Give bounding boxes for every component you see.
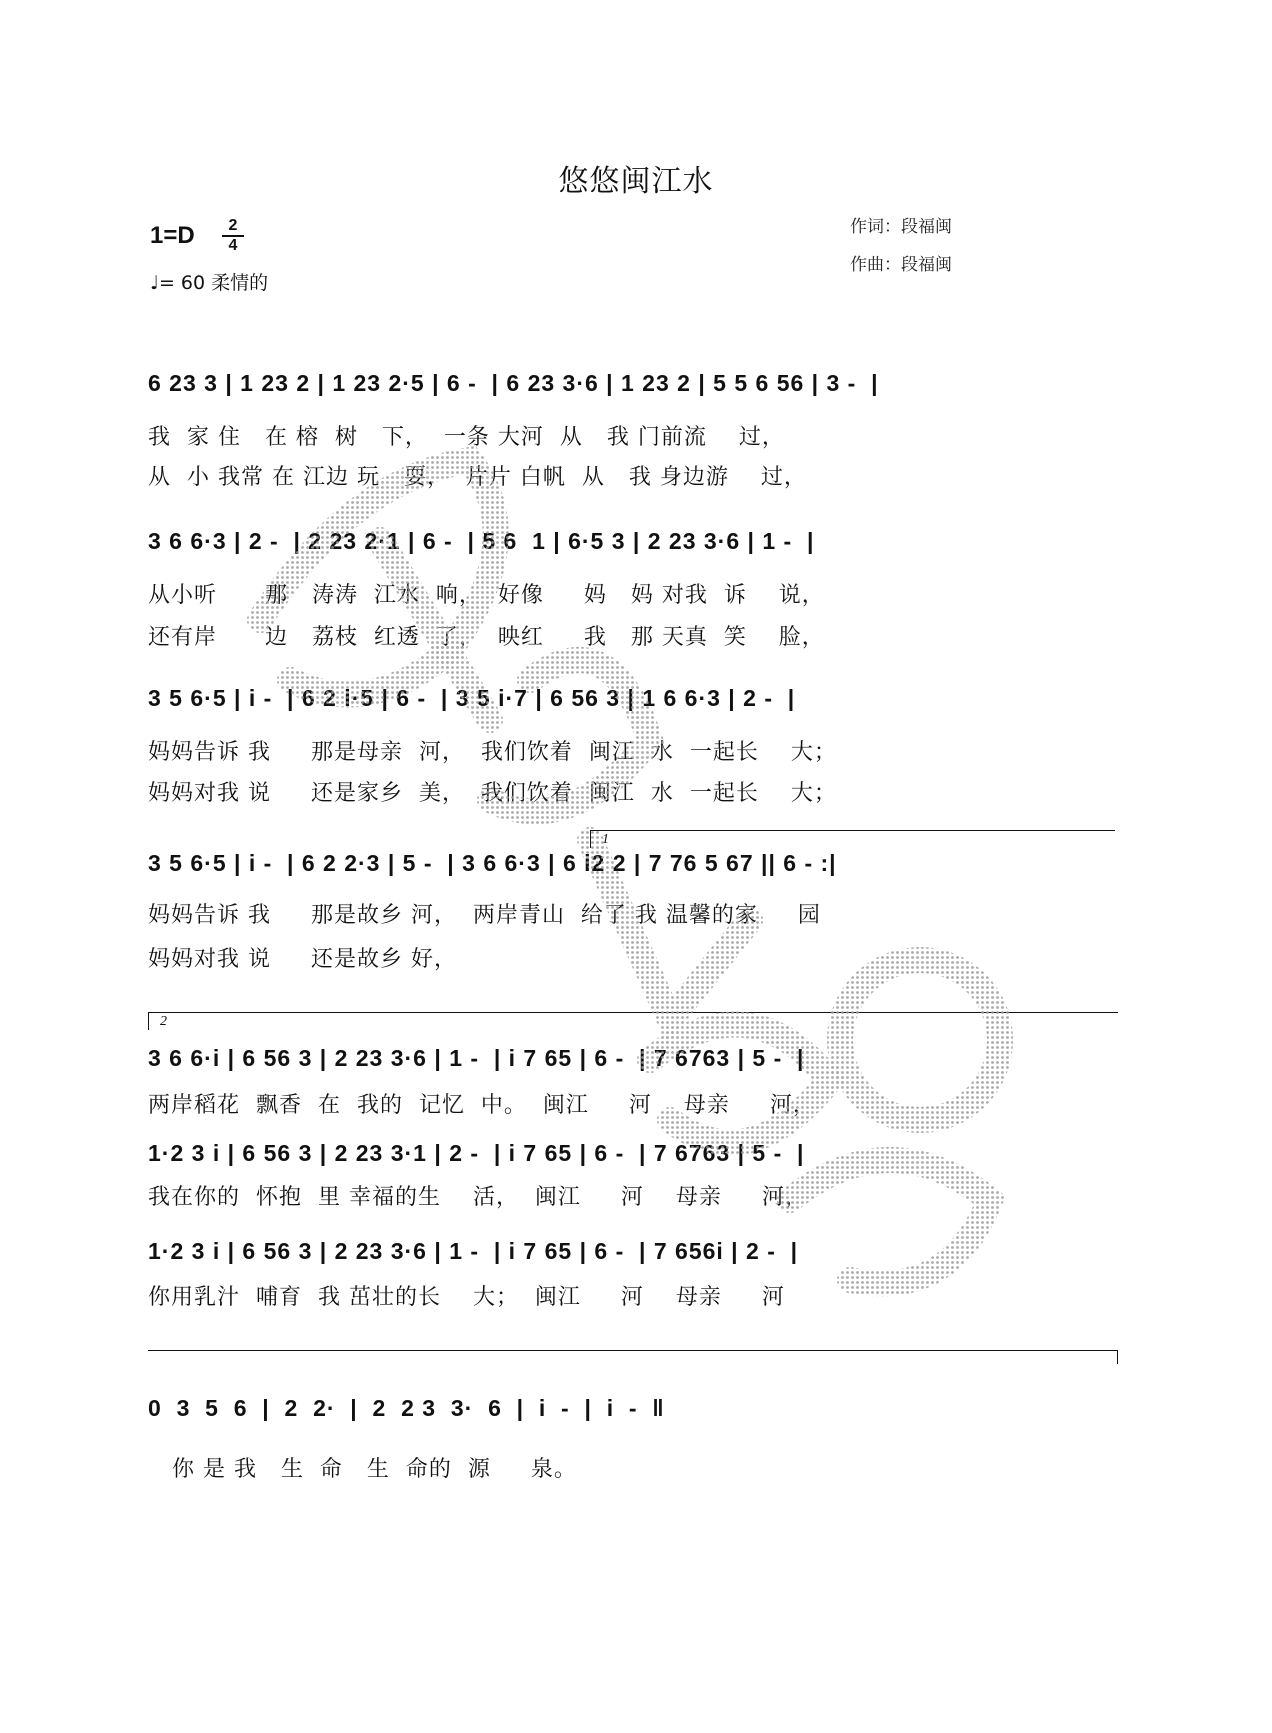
volta-bracket — [148, 1012, 1118, 1013]
lyric-line: 从 小 我常 在 江边 玩 耍， 片片 白帆 从 我 身边游 过， — [148, 465, 807, 490]
notes: 3 5 6·5 | i - | 6 2 2·3 | 5 - | 3 6 6·3 | 6 i2 2 | 7 76 5 67 || 6 - :| — [148, 850, 837, 876]
lyric-line: 妈妈告诉 我 那是母亲 河， 我们饮着 闽江 水 一起长 大； — [148, 740, 837, 765]
notes: 3 6 6·i | 6 56 3 | 2 23 3·6 | 1 - | i 7 65 | 6 - | 7 6763 | 5 - | — [148, 1045, 805, 1071]
notation-row — [148, 675, 1118, 719]
lyric-line: 我在你的 怀抱 里 幸福的生 活， 闽江 河 母亲 河， — [148, 1185, 808, 1210]
notation-row — [148, 1385, 1118, 1429]
notes: 1·2 3 i | 6 56 3 | 2 23 3·6 | 1 - | i 7 65 | 6 - | 7 656i | 2 - | — [148, 1238, 799, 1264]
song-title: 悠悠闽江水 — [558, 164, 714, 199]
lyric-line: 你用乳汁 哺育 我 茁壮的长 大； 闽江 河 母亲 河 — [148, 1285, 785, 1310]
volta-tick — [148, 1012, 149, 1030]
notation-row — [148, 518, 1118, 562]
lyric-line: 妈妈告诉 我 那是故乡 河， 两岸青山 给了 我 温馨的家 园 — [148, 903, 821, 928]
lyric-line: 还有岸 边 荔枝 红透 了， 映红 我 那 天真 笑 脸， — [148, 625, 825, 650]
lyric-line: 妈妈对我 说 还是家乡 美， 我们饮着 闽江 水 一起长 大； — [148, 781, 837, 806]
key-signature: 1=D — [150, 222, 195, 249]
notation-row — [148, 1228, 1118, 1272]
lyric-line: 从小听 那 涛涛 江水 响， 好像 妈 妈 对我 诉 说， — [148, 583, 825, 608]
lyric-line: 我 家 住 在 榕 树 下， 一条 大河 从 我 门前流 过， — [148, 425, 785, 450]
notation-row — [148, 360, 1118, 404]
notes: 3 6 6·3 | 2 - | 2 23 2·1 | 6 - | 5 6 1 | 6·5 3 | 2 23 3·6 | 1 - | — [148, 528, 815, 554]
notation-row — [148, 1035, 1118, 1079]
section-rule — [148, 1350, 1118, 1351]
notes: 1·2 3 i | 6 56 3 | 2 23 3·1 | 2 - | i 7 65 | 6 - | 7 6763 | 5 - | — [148, 1140, 805, 1166]
notation-row — [148, 1130, 1118, 1174]
volta-number: 2 — [160, 1014, 167, 1029]
composer-credit: 作曲：段福闽 — [850, 255, 952, 275]
time-signature — [222, 218, 244, 254]
lyricist-credit: 作词：段福闽 — [850, 217, 952, 237]
notation-row — [148, 840, 1118, 884]
notes: 3 5 6·5 | i - | 6 2 i·5 | 6 - | 3 5 i·7 | 6 56 3 | 1 6 6·3 | 2 - | — [148, 685, 796, 711]
lyric-line: 你 是 我 生 命 生 命的 源 泉。 — [148, 1457, 577, 1482]
notes: 0 3 5 6 | 2 2· | 2 2 3 3· 6 | i - | i - ‖ — [148, 1395, 665, 1421]
tempo-marking: ♩= 60 柔情的 — [150, 272, 269, 294]
meter-bottom: 4 — [228, 237, 238, 254]
lyric-line: 两岸稻花 飘香 在 我的 记忆 中。 闽江 河 母亲 河， — [148, 1093, 816, 1118]
volta-bracket — [590, 830, 1115, 831]
meter-top: 2 — [228, 217, 238, 234]
notes: 6 23 3 | 1 23 2 | 1 23 2·5 | 6 - | 6 23 3·6 | 1 23 2 | 5 5 6 56 | 3 - | — [148, 370, 879, 396]
lyric-line: 妈妈对我 说 还是故乡 好， — [148, 947, 457, 972]
section-rule-end — [1117, 1350, 1118, 1364]
volta-number: 1 — [602, 832, 609, 847]
